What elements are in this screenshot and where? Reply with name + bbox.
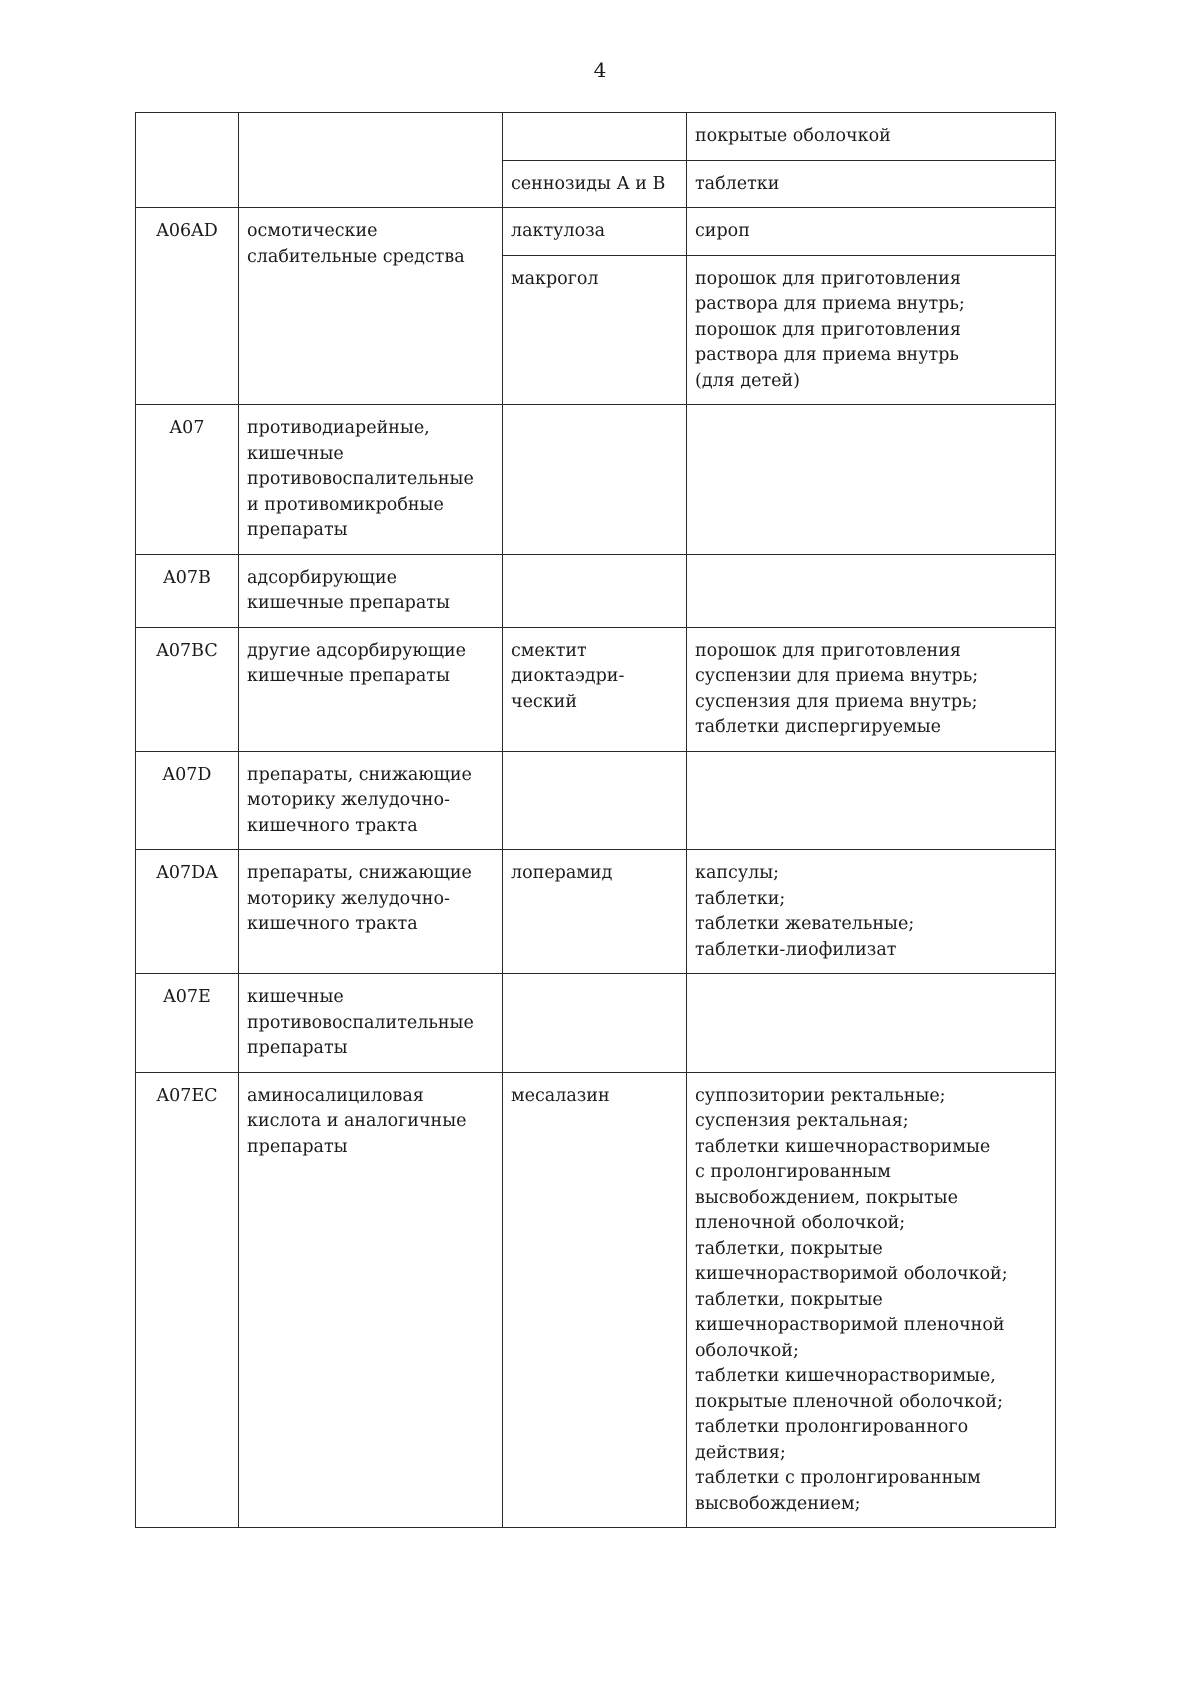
- group-name: другие адсорбирующие кишечные препараты: [247, 640, 466, 686]
- page-number: 4: [593, 58, 607, 82]
- dosage-form: порошок для приготовления раствора для приема внутрь; порошок для приготовления раствора для приема внутрь (для детей): [695, 268, 965, 391]
- group-name-cell: [239, 1072, 503, 1528]
- atc-code: A07E: [163, 987, 211, 1007]
- dosage-form-cell: [687, 255, 1056, 405]
- table-body: [136, 113, 1056, 1528]
- atc-code-cell: [136, 627, 239, 751]
- dosage-form-cell: [687, 1072, 1056, 1528]
- dosage-form-cell: [687, 208, 1056, 256]
- atc-code-cell: [136, 751, 239, 850]
- atc-code-cell: [136, 405, 239, 555]
- substance-cell: [503, 554, 687, 627]
- substance-cell: [503, 850, 687, 974]
- substance-name: лактулоза: [511, 221, 606, 241]
- table-row: [136, 405, 1056, 555]
- group-name: препараты, снижающие моторику желудочно- кишечного тракта: [247, 863, 472, 934]
- substance-cell: [503, 627, 687, 751]
- atc-code-cell: [136, 208, 239, 405]
- substance-cell: [503, 405, 687, 555]
- dosage-form-cell: [687, 554, 1056, 627]
- atc-code: A07DA: [156, 863, 218, 883]
- dosage-form: капсулы; таблетки; таблетки жевательные; таблетки-лиофилизат: [695, 863, 915, 960]
- atc-code-cell: [136, 554, 239, 627]
- group-name: аминосалициловая кислота и аналогичные препараты: [247, 1085, 467, 1157]
- substance-cell: [503, 1072, 687, 1528]
- drug-table: [135, 112, 1056, 1528]
- table-row: [136, 751, 1056, 850]
- atc-code: A07B: [163, 567, 211, 588]
- group-name-cell: [239, 627, 503, 751]
- substance-cell: [503, 255, 687, 405]
- group-name-cell: [239, 554, 503, 627]
- dosage-form-cell: [687, 405, 1056, 555]
- group-name-cell: [239, 208, 503, 405]
- substance-name: смектит диоктаэдри- ческий: [511, 640, 625, 712]
- dosage-form: сироп: [695, 221, 750, 241]
- dosage-form: покрытые оболочкой: [695, 126, 891, 146]
- atc-code: A06AD: [156, 221, 218, 241]
- atc-code-cell: [136, 1072, 239, 1528]
- dosage-form-cell: [687, 113, 1056, 161]
- table-row: [136, 554, 1056, 627]
- atc-code-cell: [136, 974, 239, 1073]
- substance-name: лоперамид: [511, 863, 613, 883]
- dosage-form: суппозитории ректальные; суспензия ректальная; таблетки кишечнорастворимые с пролонгированным высвобождением, покрытые пленочной оболочкой; таблетки, покрытые кишечнорастворимой оболочкой; таблетки, покрытые кишечнорастворимой пленочной оболочкой; таблетки кишечнорастворимые, покрытые пленочной оболочкой; таблетки пролонгированного действия; таблетки с пролонгированным высвобождением;: [695, 1085, 1008, 1514]
- substance-cell: [503, 113, 687, 161]
- group-name-cell: [239, 405, 503, 555]
- group-name-cell: [239, 751, 503, 850]
- table-row: [136, 627, 1056, 751]
- substance-name: месалазин: [511, 1085, 610, 1106]
- substance-name: макрогол: [511, 268, 599, 289]
- atc-code: A07: [169, 418, 205, 438]
- substance-cell: [503, 751, 687, 850]
- table-row: [136, 850, 1056, 974]
- group-name: адсорбирующие кишечные препараты: [247, 567, 450, 613]
- group-name-cell: [239, 974, 503, 1073]
- substance-cell: [503, 208, 687, 256]
- atc-code-cell: [136, 113, 239, 208]
- group-name-cell: [239, 850, 503, 974]
- dosage-form-cell: [687, 160, 1056, 208]
- group-name: осмотические слабительные средства: [247, 221, 465, 267]
- group-name: кишечные противовоспалительные препараты: [247, 987, 474, 1058]
- atc-code: A07EC: [156, 1085, 218, 1106]
- dosage-form-cell: [687, 850, 1056, 974]
- substance-name: сеннозиды А и В: [511, 173, 666, 194]
- group-name-cell: [239, 113, 503, 208]
- atc-code-cell: [136, 850, 239, 974]
- atc-code: A07D: [162, 764, 212, 785]
- dosage-form-cell: [687, 627, 1056, 751]
- group-name: противодиарейные, кишечные противовоспалительные и противомикробные препараты: [247, 418, 474, 540]
- group-name: препараты, снижающие моторику желудочно- кишечного тракта: [247, 764, 472, 836]
- dosage-form: таблетки: [695, 173, 780, 194]
- dosage-form: порошок для приготовления суспензии для приема внутрь; суспензия для приема внутрь; таблетки диспергируемые: [695, 640, 979, 737]
- table-row: [136, 113, 1056, 161]
- atc-code: A07BC: [156, 640, 218, 661]
- substance-cell: [503, 160, 687, 208]
- dosage-form-cell: [687, 974, 1056, 1073]
- substance-cell: [503, 974, 687, 1073]
- dosage-form-cell: [687, 751, 1056, 850]
- table-row: [136, 208, 1056, 256]
- table-row: [136, 974, 1056, 1073]
- table-row: [136, 1072, 1056, 1528]
